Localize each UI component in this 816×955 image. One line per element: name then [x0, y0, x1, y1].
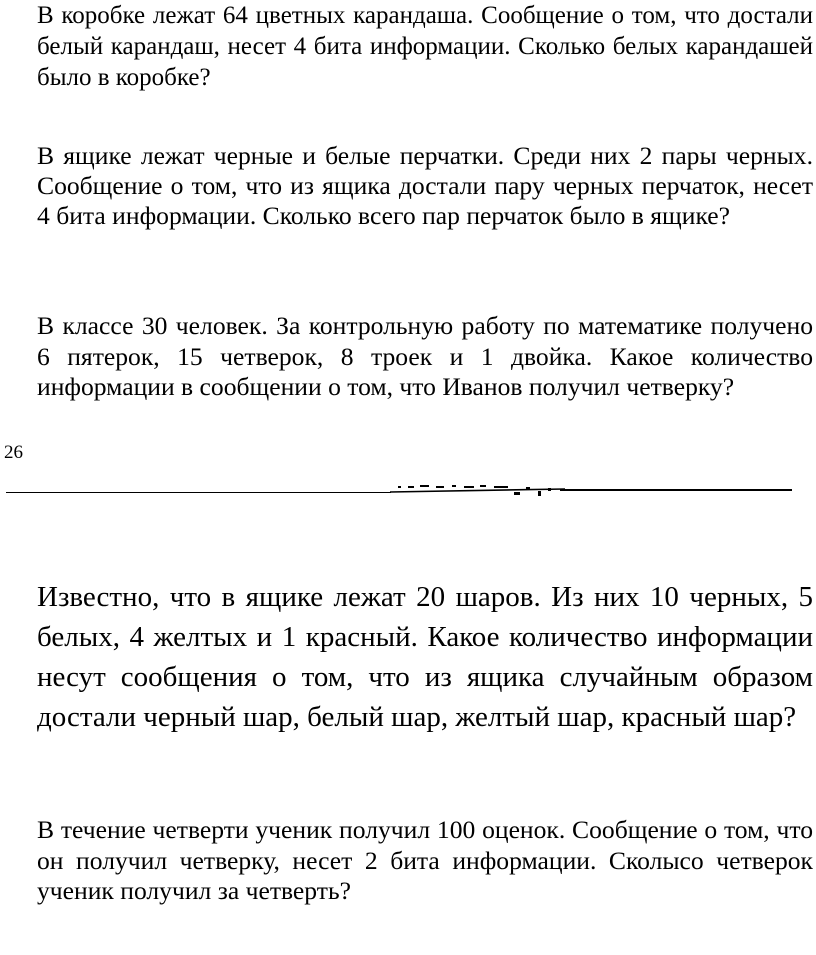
- problem-paragraph-1: В коробке лежат 64 цветных карандаша. Сообщение о том, что достали белый карандаш, несет 4 бита информации. Сколько белых карандашей было в коробке?: [37, 2, 813, 91]
- scan-artifact: [390, 482, 565, 498]
- problem-paragraph-5: В течение четверти ученик получил 100 оценок. Сообщение о том, что он получил четверку, несет 2 бита информации. Сколысо четверок ученик получил за четверть?: [37, 815, 813, 905]
- problem-paragraph-2: В ящике лежат черные и белые перчатки. Среди них 2 пары черных. Сообщение о том, что из ящика достали пару черных перчаток, несет 4 бита информации. Сколько всего пар перчаток было в ящике?: [37, 141, 813, 230]
- page-number: 26: [4, 442, 23, 463]
- problem-paragraph-3: В классе 30 человек. За контрольную работу по математике получено 6 пятерок, 15 четверок, 8 троек и 1 двойка. Какое количество информации в сообщении о том, что Иванов получил четверку?: [37, 311, 813, 401]
- problem-paragraph-4: Известно, что в ящике лежат 20 шаров. Из них 10 черных, 5 белых, 4 желтых и 1 красный. Какое количество информации несут сообщения о том, что из ящика случайным образом достали черный шар, белый шар, желтый шар, красный шар?: [37, 581, 813, 733]
- page-divider-right: [560, 489, 792, 491]
- page-divider-left: [6, 492, 391, 493]
